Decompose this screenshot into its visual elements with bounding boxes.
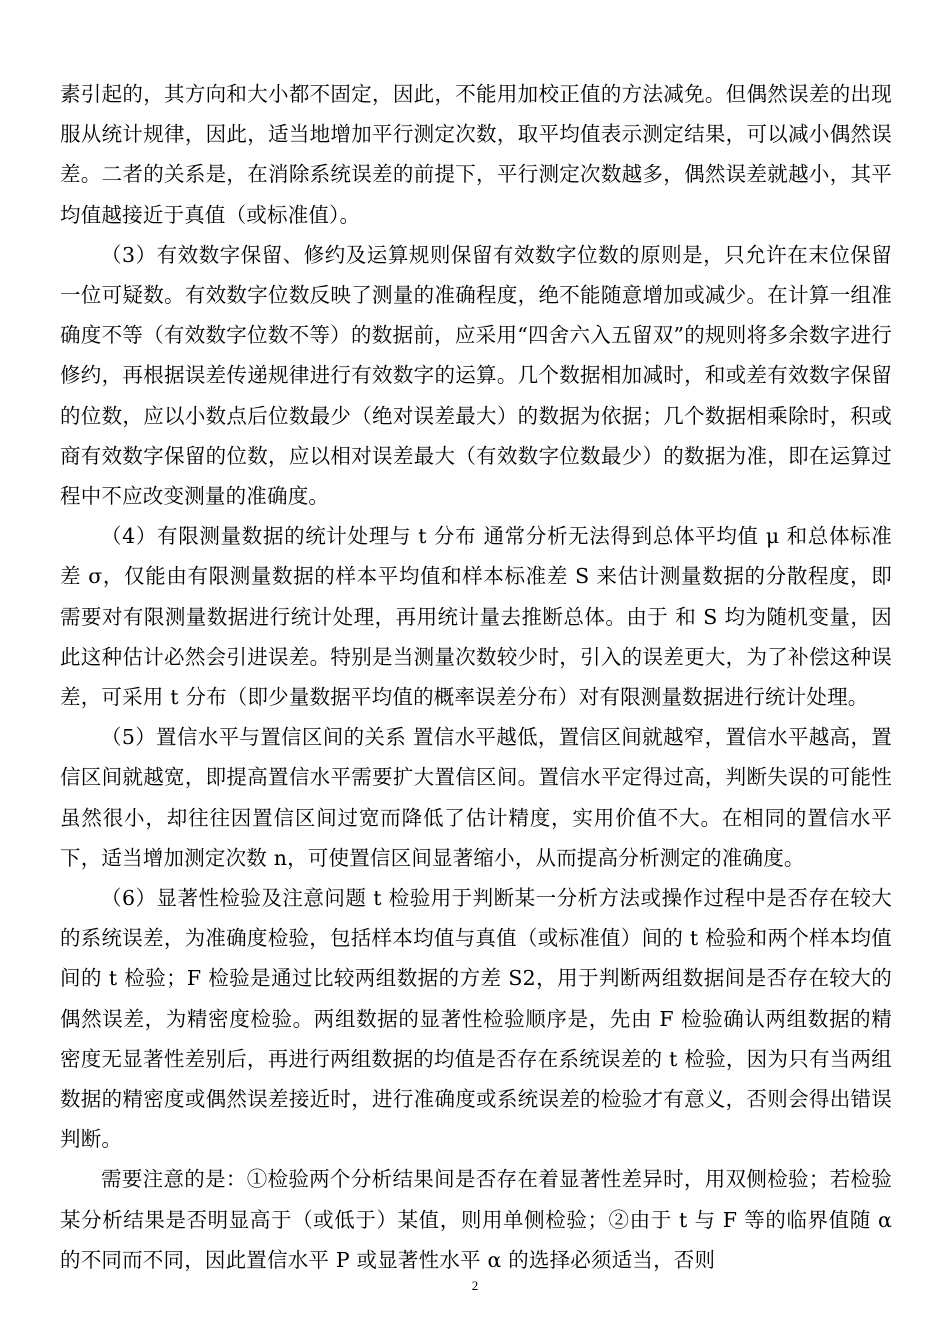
document-body	[60, 74, 892, 1280]
paragraph-2: （3）有效数字保留、修约及运算规则保留有效数字位数的原则是，只允许在末位保留一位可疑数。有效数字位数反映了测量的准确程度，绝不能随意增加或减少。在计算一组准确度不等（有效数字位数不等）的数据前，应采用“四舍六入五留双”的规则将多余数字进行修约，再根据误差传递规律进行有效数字的运算。几个数据相加减时，和或差有效数字保留的位数，应以小数点后位数最少（绝对误差最大）的数据为依据；几个数据相乘除时，积或商有效数字保留的位数，应以相对误差最大（有效数字位数最少）的数据为准，即在运算过程中不应改变测量的准确度。	[60, 242, 892, 509]
paragraph-5: （6）显著性检验及注意问题 t 检验用于判断某一分析方法或操作过程中是否存在较大的系统误差，为准确度检验，包括样本均值与真值（或标准值）间的 t 检验和两个样本均值间的 t 检验；F 检验是通过比较两组数据的方差 S2，用于判断两组数据间是否存在较大的偶然误差，为精密度检验。两组数据的显著性检验顺序是，先由 F 检验确认两组数据的精密度无显著性差别后，再进行两组数据的均值是否存在系统误差的 t 检验，因为只有当两组数据的精密度或偶然误差接近时，进行准确度或系统误差的检验才有意义，否则会得出错误判断。	[60, 886, 892, 1152]
paragraph-4: （5）置信水平与置信区间的关系 置信水平越低，置信区间就越窄，置信水平越高，置信区间就越宽，即提高置信水平需要扩大置信区间。置信水平定得过高，判断失误的可能性虽然很小，却往往因置信区间过宽而降低了估计精度，实用价值不大。在相同的置信水平下，适当增加测定次数 n，可使置信区间显著缩小，从而提高分析测定的准确度。	[60, 725, 892, 870]
paragraph-3: （4）有限测量数据的统计处理与 t 分布 通常分析无法得到总体平均值 μ 和总体标准差 σ，仅能由有限测量数据的样本平均值和样本标准差 S 来估计测量数据的分散程度，即需要对有限测量数据进行统计处理，再用统计量去推断总体。由于 和 S 均为随机变量，因此这种估计必然会引进误差。特别是当测量次数较少时，引入的误差更大，为了补偿这种误差，可采用 t 分布（即少量数据平均值的概率误差分布）对有限测量数据进行统计处理。	[60, 524, 892, 710]
page-number: 2	[471, 1278, 479, 1293]
paragraph-1: 素引起的，其方向和大小都不固定，因此，不能用加校正值的方法减免。但偶然误差的出现服从统计规律，因此，适当地增加平行测定次数，取平均值表示测定结果，可以减小偶然误差。二者的关系是，在消除系统误差的前提下，平行测定次数越多，偶然误差就越小，其平均值越接近于真值（或标准值）。	[60, 82, 892, 227]
paragraph-6: 需要注意的是：①检验两个分析结果间是否存在着显著性差异时，用双侧检验；若检验某分析结果是否明显高于（或低于）某值，则用单侧检验；②由于 t 与 F 等的临界值随 α 的不同而不同，因此置信水平 P 或显著性水平 α 的选择必须适当，否则	[60, 1167, 892, 1272]
